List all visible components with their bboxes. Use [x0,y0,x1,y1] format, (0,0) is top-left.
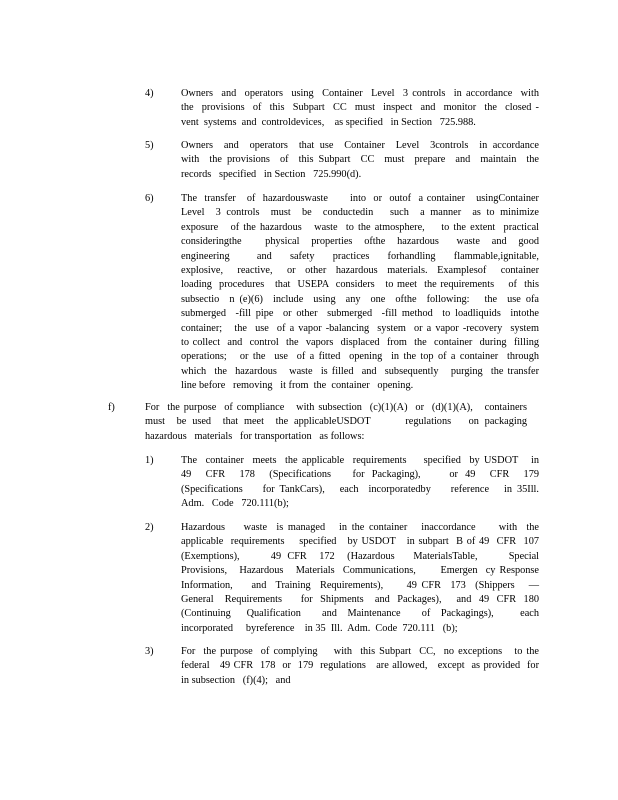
text-line: applicable requirements specified by USDOT in subpart B of 49 CFR 107 [181,536,539,548]
text-line: consideringthe physical properties ofthe hazardous waste and good [181,236,539,248]
text-line: Owners and operators that use Container Level 3controls in accordance [181,140,539,151]
text-line: the provisions of this Subpart CC must inspect and monitor the closed - [181,102,539,114]
text-line: to collect and control the vapors displaced from the container during filling [181,337,539,349]
item-text [145,401,527,444]
text-line: Information, and Training Requirements), 49 CFR 173 (Shippers — [181,579,539,591]
text-line: operations; or the use of a fitted opening in the top of a container through [181,351,539,363]
item-number: 6) [145,193,154,204]
text-line: hazardous materials for transportation as follows: [145,430,365,442]
text-line: in subsection (f)(4); and [181,674,291,686]
text-line: The transfer of hazardouswaste into or outof a container usingContainer [181,193,539,204]
text-line: Level 3 controls must be conductedin such a manner as to minimize [181,207,539,219]
text-line: exposure of the hazardous waste to the atmosphere, to the extent practical [181,221,539,233]
text-line: Hazardous waste is managed in the container inaccordance with the [181,522,539,533]
text-line: container; the use of a vapor -balancing system or a vapor -recovery system [181,322,539,334]
text-line: Owners and operators using Container Level 3 controls in accordance with [181,88,539,99]
text-line: must be used that meet the applicableUSDOT regulations on packaging [145,416,527,428]
text-line: with the provisions of this Subpart CC must prepare and maintain the [181,154,539,166]
item-text [181,192,539,394]
item-number: 4) [145,88,154,99]
item-number: 1) [145,455,154,466]
item-number: f) [108,402,115,413]
item-text [181,454,539,512]
item-number: 2) [145,522,154,533]
text-line: (Continuing Qualification and Maintenance of Packagings), each [181,608,539,620]
text-line: For the purpose of complying with this Subpart CC, no exceptions to the [181,646,539,657]
text-line: loading procedures that USEPA considers to meet the requirements of this [181,279,539,291]
item-text [181,521,539,636]
item-text [181,87,539,130]
item-text [181,139,539,182]
item-number: 5) [145,140,154,151]
text-line: Provisions, Hazardous Materials Communications, Emergen cy Response [181,565,539,577]
text-line: vent systems and controldevices, as specified in Section 725.988. [181,116,476,128]
item-number: 3) [145,646,154,657]
item-text [181,645,539,688]
text-line: subsectio n (e)(6) include using any one ofthe following: the use ofa [181,293,539,305]
text-line: General Requirements for Shipments and Packages), and 49 CFR 180 [181,594,539,606]
text-line: submerged -fill pipe or other submerged -fill method to loadliquids intothe [181,308,539,320]
text-line: federal 49 CFR 178 or 179 regulations are allowed, except as provided for [181,660,539,672]
text-line: engineering and safety practices forhandling flammable,ignitable, [181,250,539,262]
text-line: (Exemptions), 49 CFR 172 (Hazardous MaterialsTable, Special [181,550,539,562]
text-line: Adm. Code 720.111(b); [181,498,289,510]
text-line: incorporated byreference in 35 Ill. Adm. Code 720.111 (b); [181,622,458,634]
text-line: which the hazardous waste is filled and subsequently purging the transfer [181,365,539,377]
text-line: The container meets the applicable requirements specified by USDOT in [181,455,539,466]
text-line: records specified in Section 725.990(d). [181,168,362,180]
text-line: For the purpose of compliance with subsection (c)(1)(A) or (d)(1)(A), containers [145,402,527,413]
text-line: 49 CFR 178 (Specifications for Packaging), or 49 CFR 179 [181,469,539,481]
text-line: line before removing it from the container opening. [181,380,414,392]
text-line: (Specifications for TankCars), each incorporatedby reference in 35Ill. [181,483,539,495]
text-line: explosive, reactive, or other hazardous materials. Examplesof container [181,265,539,277]
